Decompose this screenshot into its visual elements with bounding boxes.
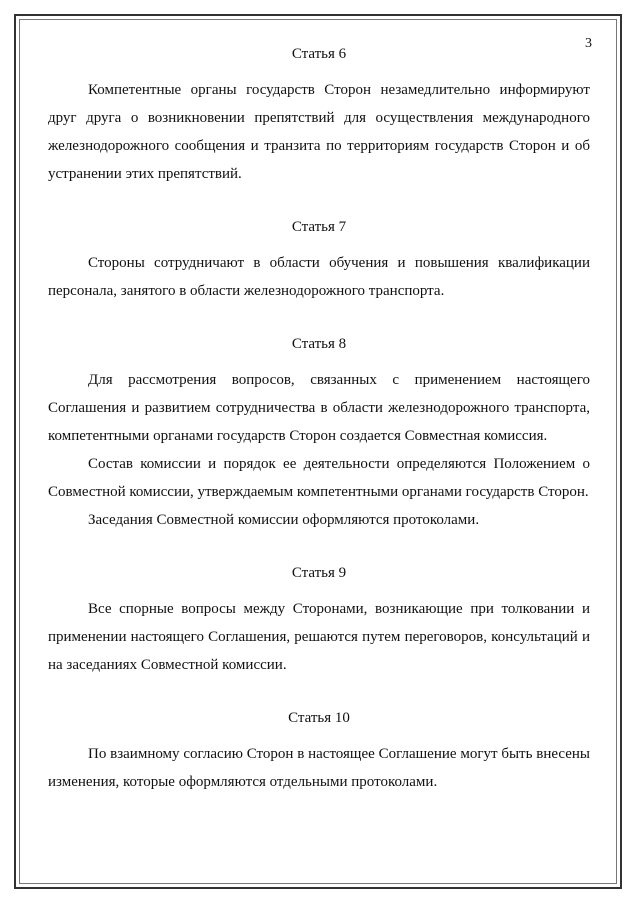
page-number: 3 [585, 36, 592, 51]
article-8 [48, 336, 590, 534]
article-9 [48, 565, 590, 679]
document-body [48, 46, 590, 796]
paragraph: Все спорные вопросы между Сторонами, возникающие при толковании и применении настоящего Соглашения, решаются путем переговоров, консультаций и на заседаниях Совместной комиссии. [48, 601, 590, 673]
article-10 [48, 710, 590, 796]
article-title: Статья 8 [291, 336, 347, 352]
article-title: Статья 7 [291, 219, 347, 235]
article-7 [48, 219, 590, 305]
paragraph: По взаимному согласию Сторон в настоящее Соглашение могут быть внесены изменения, которые оформляются отдельными протоколами. [48, 746, 590, 790]
paragraph: Состав комиссии и порядок ее деятельности определяются Положением о Совместной комиссии, утверждаемым компетентными органами государств Сторон. [48, 456, 590, 500]
article-title: Статья 10 [288, 710, 350, 726]
paragraph: Для рассмотрения вопросов, связанных с применением настоящего Соглашения и развитием сотрудничества в области железнодорожного транспорта, компетентными органами государств Сторон создается Совместная комиссия. [48, 372, 590, 444]
paragraph: Стороны сотрудничают в области обучения и повышения квалификации персонала, занятого в области железнодорожного транспорта. [48, 255, 590, 299]
article-title: Статья 9 [291, 565, 347, 581]
article-title: Статья 6 [291, 46, 347, 62]
article-6 [48, 46, 590, 188]
paragraph: Заседания Совместной комиссии оформляются протоколами. [88, 512, 480, 528]
paragraph: Компетентные органы государств Сторон незамедлительно информируют друг друга о возникновении препятствий для осуществления международного железнодорожного сообщения и транзита по территориям государств Сторон и об устранении этих препятствий. [48, 82, 590, 182]
